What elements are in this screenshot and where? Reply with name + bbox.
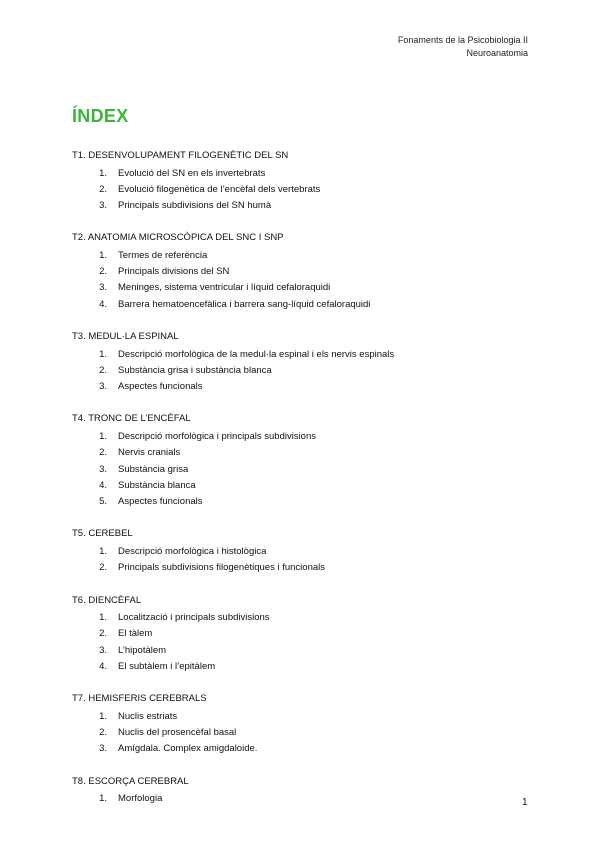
toc-item — [72, 626, 532, 642]
item-number: 1. — [99, 430, 107, 442]
item-number: 1. — [99, 793, 107, 805]
toc-item — [72, 264, 532, 280]
toc-item — [72, 709, 532, 725]
toc-item — [72, 494, 532, 510]
item-number: 3. — [99, 381, 107, 393]
item-number: 1. — [99, 612, 107, 624]
item-number: 2. — [99, 447, 107, 459]
item-number: 1. — [99, 348, 107, 360]
section-heading: T7. HEMISFERIS CEREBRALS — [72, 693, 207, 705]
item-number: 4. — [99, 298, 107, 310]
item-label: Meninges, sistema ventricular i líquid cefaloraquidi — [118, 282, 331, 294]
item-label: Localització i principals subdivisions — [118, 612, 270, 624]
header-course-title: Fonaments de la Psicobiologia II — [397, 35, 528, 45]
toc-item — [72, 725, 532, 741]
toc-section — [72, 775, 532, 808]
toc-item — [72, 280, 532, 296]
item-number: 4. — [99, 479, 107, 491]
header-subject: Neuroanatomia — [466, 48, 528, 58]
item-label: Aspectes funcionals — [118, 496, 203, 508]
item-label: Evolució del SN en els invertebrats — [118, 167, 266, 179]
toc-item — [72, 560, 532, 576]
item-label: Substància grisa — [118, 463, 189, 475]
toc-section — [72, 330, 532, 395]
item-label: Evolució filogenètica de l’encèfal dels vertebrats — [118, 183, 321, 195]
item-label: L’hipotàlem — [118, 644, 167, 656]
toc-item — [72, 462, 532, 478]
item-label: Termes de referència — [118, 249, 208, 261]
section-heading: T6. DIENCÈFAL — [72, 594, 142, 606]
item-number: 1. — [99, 167, 107, 179]
toc-item — [72, 347, 532, 363]
item-label: Nuclis estriats — [118, 710, 178, 722]
toc-item — [72, 182, 532, 198]
section-heading: T2. ANATOMIA MICROSCÒPICA DEL SNC I SNP — [72, 232, 284, 244]
toc-section — [72, 412, 532, 510]
item-number: 3. — [99, 644, 107, 656]
toc-item — [72, 445, 532, 461]
item-label: Barrera hematoencefàlica i barrera sang-líquid cefaloraquidi — [118, 298, 371, 310]
item-label: El tàlem — [118, 628, 153, 640]
item-number: 2. — [99, 266, 107, 278]
section-heading: T3. MEDUL·LA ESPINAL — [72, 331, 179, 343]
item-number: 2. — [99, 364, 107, 376]
section-heading: T1. DESENVOLUPAMENT FILOGENÈTIC DEL SN — [72, 150, 289, 161]
item-label: Descripció morfològica de la medul·la espinal i els nervis espinals — [118, 348, 395, 360]
item-label: Descripció morfològica i histològica — [118, 545, 267, 557]
item-number: 4. — [99, 660, 107, 672]
toc-item — [72, 643, 532, 659]
index-title: ÍNDEX — [72, 106, 129, 126]
item-number: 1. — [99, 249, 107, 261]
toc-item — [72, 379, 532, 395]
toc-item — [72, 659, 532, 675]
toc-item — [72, 741, 532, 757]
toc-section — [72, 692, 532, 757]
item-number: 1. — [99, 545, 107, 557]
section-heading: T5. CEREBEL — [72, 528, 133, 540]
item-label: Descripció morfològica i principals subdivisions — [118, 430, 316, 442]
table-of-contents — [72, 149, 532, 824]
toc-item — [72, 166, 532, 182]
toc-item — [72, 297, 532, 313]
item-label: Nuclis del prosencèfal basal — [118, 727, 237, 739]
page-header — [398, 34, 528, 60]
toc-item — [72, 429, 532, 445]
item-number: 3. — [99, 463, 107, 475]
item-label: El subtàlem i l’epitàlem — [118, 660, 216, 672]
toc-item — [72, 248, 532, 264]
item-label: Principals subdivisions del SN humà — [118, 200, 272, 212]
section-heading: T4. TRONC DE L’ENCÈFAL — [72, 413, 191, 425]
item-number: 3. — [99, 743, 107, 755]
item-label: Morfologia — [118, 793, 163, 805]
toc-item — [72, 478, 532, 494]
item-number: 3. — [99, 200, 107, 212]
item-number: 2. — [99, 727, 107, 739]
item-label: Principals divisions del SN — [118, 266, 230, 278]
item-number: 2. — [99, 183, 107, 195]
item-number: 3. — [99, 282, 107, 294]
page-number: 1 — [522, 797, 528, 808]
toc-section — [72, 527, 532, 576]
toc-item — [72, 363, 532, 379]
item-label: Substància grisa i substància blanca — [118, 364, 272, 376]
toc-section — [72, 594, 532, 676]
toc-item — [72, 544, 532, 560]
item-number: 2. — [99, 562, 107, 574]
item-label: Principals subdivisions filogenètiques i funcionals — [118, 562, 326, 574]
item-label: Substància blanca — [118, 479, 196, 491]
item-label: Aspectes funcionals — [118, 381, 203, 393]
toc-item — [72, 198, 532, 214]
item-number: 1. — [99, 710, 107, 722]
toc-item — [72, 610, 532, 626]
item-label: Nervis cranials — [118, 447, 181, 459]
item-label: Amígdala. Complex amigdaloide. — [118, 743, 258, 755]
toc-section — [72, 231, 532, 313]
item-number: 5. — [99, 496, 107, 508]
toc-section — [72, 149, 532, 214]
toc-item — [72, 791, 532, 807]
item-number: 2. — [99, 628, 107, 640]
section-heading: T8. ESCORÇA CEREBRAL — [72, 775, 189, 787]
